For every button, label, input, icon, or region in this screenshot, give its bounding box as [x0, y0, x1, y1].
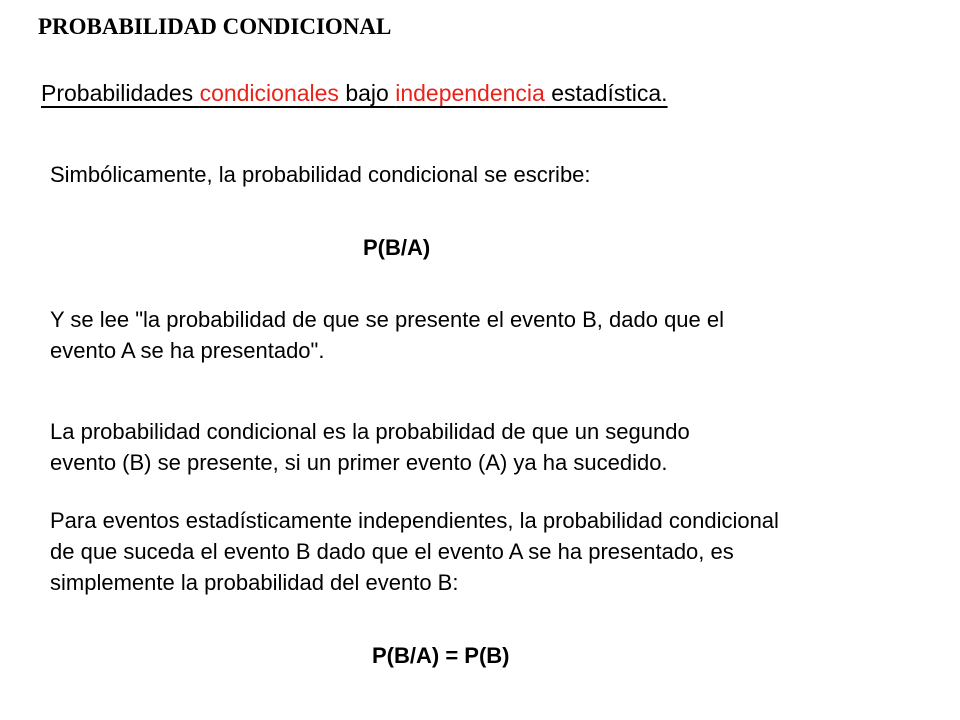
subtitle-highlight-independencia: independencia [395, 80, 545, 106]
reading-paragraph [50, 304, 724, 366]
independence-paragraph [50, 505, 779, 598]
reading-line-1: Y se lee "la probabilidad de que se presente el evento B, dado que el [50, 307, 725, 332]
reading-line-2: evento A se ha presentado". [50, 338, 325, 363]
independence-line-2: de que suceda el evento B dado que el evento A se ha presentado, es [50, 539, 734, 564]
subtitle [41, 80, 668, 107]
formula-conditional: P(B/A) [363, 235, 431, 260]
page-title: PROBABILIDAD CONDICIONAL [38, 14, 392, 39]
formula-independence: P(B/A) = P(B) [372, 643, 510, 668]
subtitle-part-3: bajo [338, 80, 396, 106]
definition-paragraph [50, 416, 690, 478]
independence-line-1: Para eventos estadísticamente independientes, la probabilidad condicional [50, 508, 779, 533]
definition-line-1: La probabilidad condicional es la probabilidad de que un segundo [50, 419, 690, 444]
independence-line-3: simplemente la probabilidad del evento B: [50, 570, 459, 595]
symbolic-line: Simbólicamente, la probabilidad condicional se escribe: [50, 162, 591, 187]
definition-line-2: evento (B) se presente, si un primer evento (A) ya ha sucedido. [50, 450, 668, 475]
subtitle-part-1: Probabilidades [41, 80, 200, 106]
symbolic-paragraph [50, 159, 591, 190]
subtitle-highlight-condicionales: condicionales [199, 80, 339, 106]
subtitle-part-5: estadística. [544, 80, 668, 106]
